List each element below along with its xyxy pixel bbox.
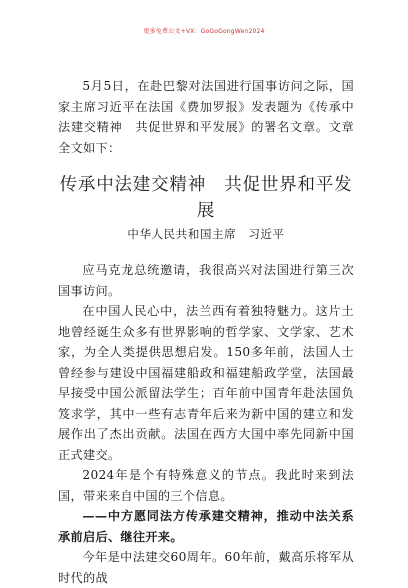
article-title: 传承中法建交精神 共促世界和平发展 <box>59 175 353 221</box>
bold-heading-paragraph: ——中方愿同法方传承建交精神，推动中法关系承前启后、继往开来。 <box>58 509 354 544</box>
body-paragraph: 在中国人民心中，法兰西有着独特魅力。这片土地曾经诞生众多有世界影响的哲学家、文学家、艺术家，为全人类提供思想启发。150多年前，法国人士曾经参与建设中国福建船政和福建船政学堂，法国最早接受中国公派留法学生；百年前中国青年赴法国负笈求学，其中一些有志青年后来为新中国的建立和发展作出了杰出贡献。法国在西方大国中率先同新中国正式建交。 <box>58 304 354 462</box>
document-body <box>58 76 354 588</box>
intro-paragraph: 5月5日，在赴巴黎对法国进行国事访问之际，国家主席习近平在法国《费加罗报》发表题为《传承中法建交精神 共促世界和平发展》的署名文章。文章全文如下： <box>58 79 354 155</box>
body-paragraph: 2024年是个有特殊意义的节点。我此时来到法国，带来来自中国的三个信息。 <box>58 468 354 503</box>
body-paragraph: 应马克龙总统邀请，我很高兴对法国进行第三次国事访问。 <box>58 263 354 298</box>
body-paragraph: 今年是中法建交60周年。60年前，戴高乐将军从时代的战 <box>58 550 354 585</box>
header-note: 更多免费公文+VX：GoGoGongWen2024 <box>143 28 265 35</box>
article-byline: 中华人民共和国主席 习近平 <box>127 227 285 241</box>
